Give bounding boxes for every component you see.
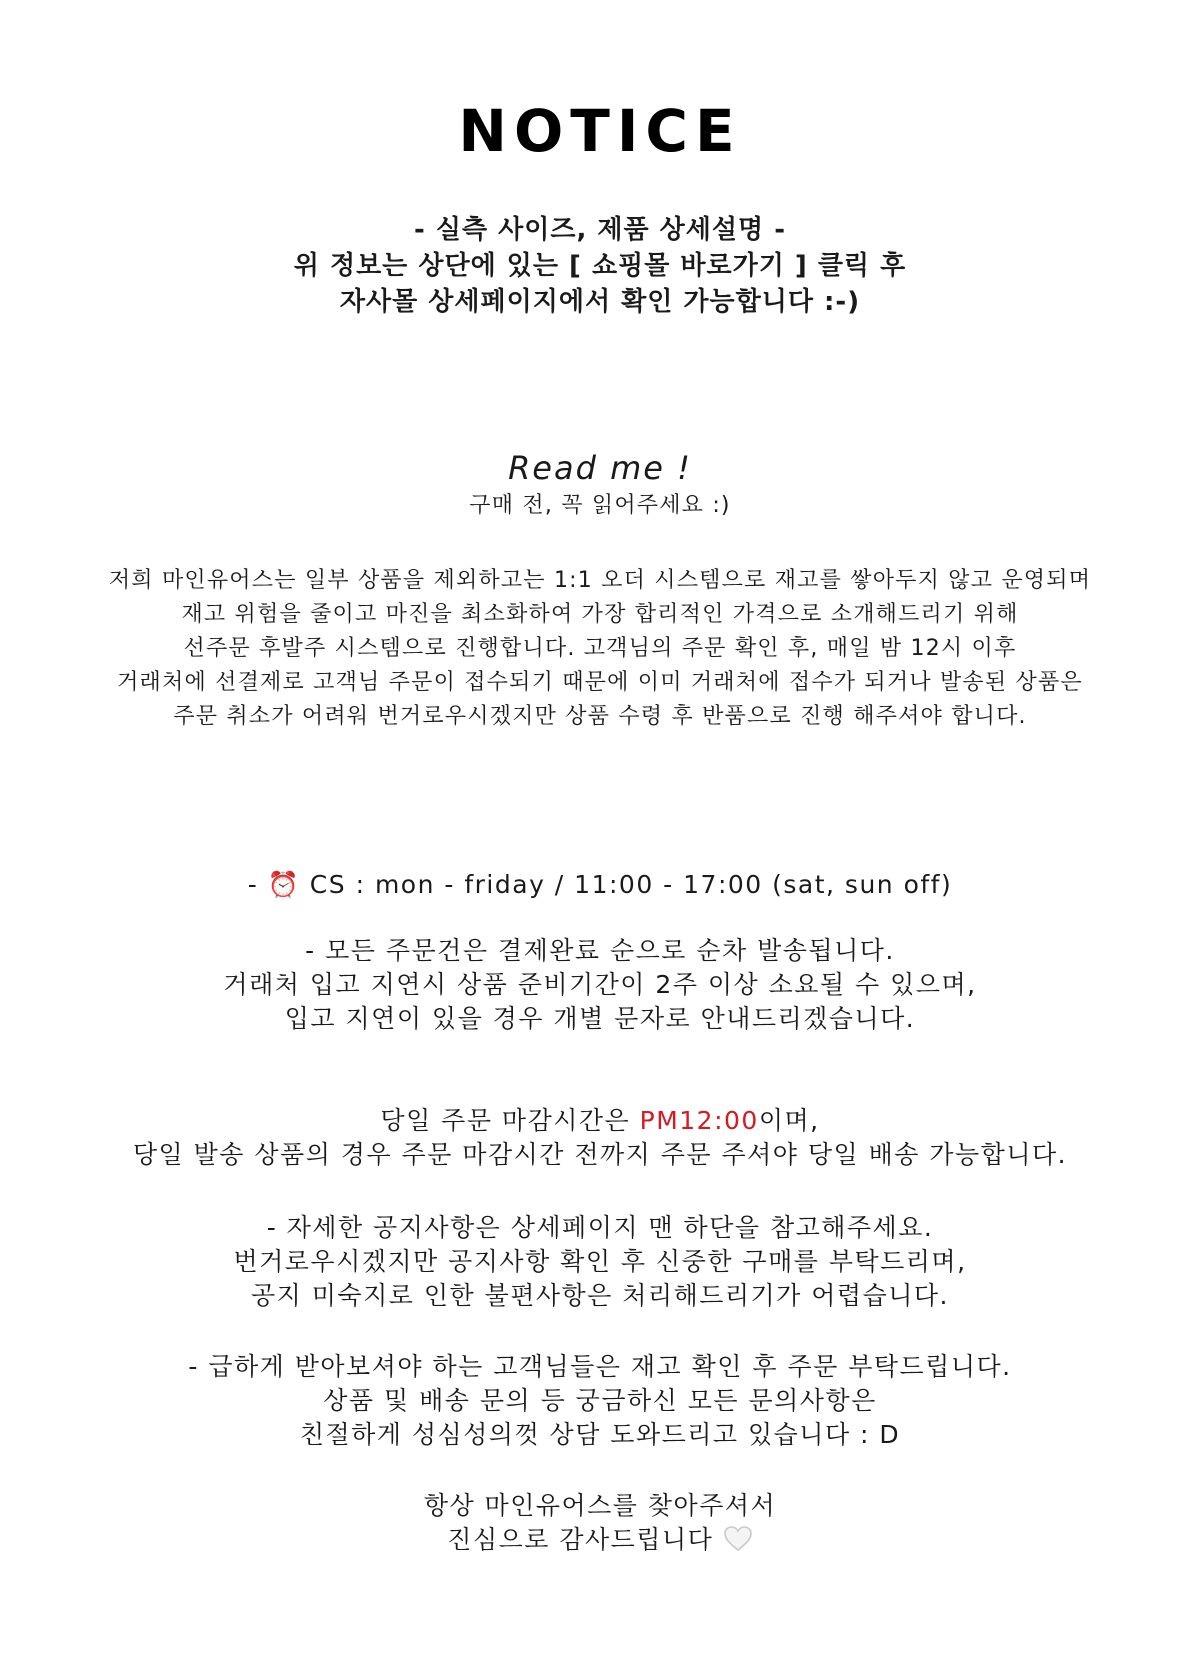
closing-line-1: 항상 마인유어스를 찾아주셔서	[423, 1491, 777, 1520]
notice-line-3: 공지 미숙지로 인한 불편사항은 처리해드리기가 어렵습니다.	[251, 1281, 949, 1310]
cutoff-line-2: 당일 발송 상품의 경우 주문 마감시간 전까지 주문 주셔야 당일 배송 가능합니다.	[132, 1140, 1068, 1169]
cutoff-text-before: 당일 주문 마감시간은	[380, 1106, 640, 1135]
cutoff-time-highlight: PM12:00	[639, 1106, 759, 1135]
page-title: NOTICE	[458, 97, 742, 165]
readme-paragraph-line-3: 선주문 후발주 시스템으로 진행합니다. 고객님의 주문 확인 후, 매일 밤 12시 이후	[183, 636, 1017, 661]
cs-hours	[0, 868, 1200, 902]
cs-hours-text: CS : mon - friday / 11:00 - 17:00 (sat, sun off)	[300, 870, 953, 899]
readme-heading: Read me !	[508, 449, 692, 487]
cs-prefix: -	[247, 870, 268, 899]
header-line-2: 위 정보는 상단에 있는 [ 쇼핑몰 바로가기 ] 클릭 후	[293, 251, 907, 281]
cutoff-line-1	[0, 1104, 1200, 1138]
closing-line-2	[0, 1523, 1200, 1561]
readme-paragraph-line-5: 주문 취소가 어려워 번거로우시겠지만 상품 수령 후 반품으로 진행 해주셔야 합니다.	[173, 704, 1027, 729]
urgent-line-1: - 급하게 받아보셔야 하는 고객님들은 재고 확인 후 주문 부탁드립니다.	[188, 1352, 1012, 1381]
readme-paragraph-line-4: 거래처에 선결제로 고객님 주문이 접수되기 때문에 이미 거래처에 접수가 되거나 발송된 상품은	[117, 670, 1083, 695]
header-line-3: 자사몰 상세페이지에서 확인 가능합니다 :-)	[339, 287, 861, 317]
readme-subheading: 구매 전, 꼭 읽어주세요 :)	[469, 493, 731, 518]
alarm-clock-icon: ⏰	[267, 870, 301, 899]
shipping-line-3: 입고 지연이 있을 경우 개별 문자로 안내드리겠습니다.	[284, 1004, 916, 1033]
readme-paragraph-line-2: 재고 위험을 줄이고 마진을 최소화하여 가장 합리적인 가격으로 소개해드리기 위해	[181, 602, 1019, 627]
urgent-line-3: 친절하게 성심성의껏 상담 도와드리고 있습니다 : D	[299, 1420, 901, 1449]
closing-line-2-text: 진심으로 감사드립니다	[447, 1525, 723, 1554]
notice-line-1: - 자세한 공지사항은 상세페이지 맨 하단을 참고해주세요.	[266, 1213, 934, 1242]
notice-line-2: 번거로우시겠지만 공지사항 확인 후 신중한 구매를 부탁드리며,	[233, 1247, 967, 1276]
shipping-line-1: - 모든 주문건은 결제완료 순으로 순차 발송됩니다.	[305, 936, 895, 965]
header-line-1: - 실측 사이즈, 제품 상세설명 -	[414, 215, 786, 245]
readme-paragraph-line-1: 저희 마인유어스는 일부 상품을 제외하고는 1:1 오더 시스템으로 재고를 쌓아두지 않고 운영되며	[108, 568, 1092, 593]
cutoff-text-after: 이며,	[758, 1106, 820, 1135]
white-heart-icon	[723, 1524, 753, 1561]
urgent-line-2: 상품 및 배송 문의 등 궁금하신 모든 문의사항은	[323, 1386, 877, 1415]
shipping-line-2: 거래처 입고 지연시 상품 준비기간이 2주 이상 소요될 수 있으며,	[223, 970, 977, 999]
